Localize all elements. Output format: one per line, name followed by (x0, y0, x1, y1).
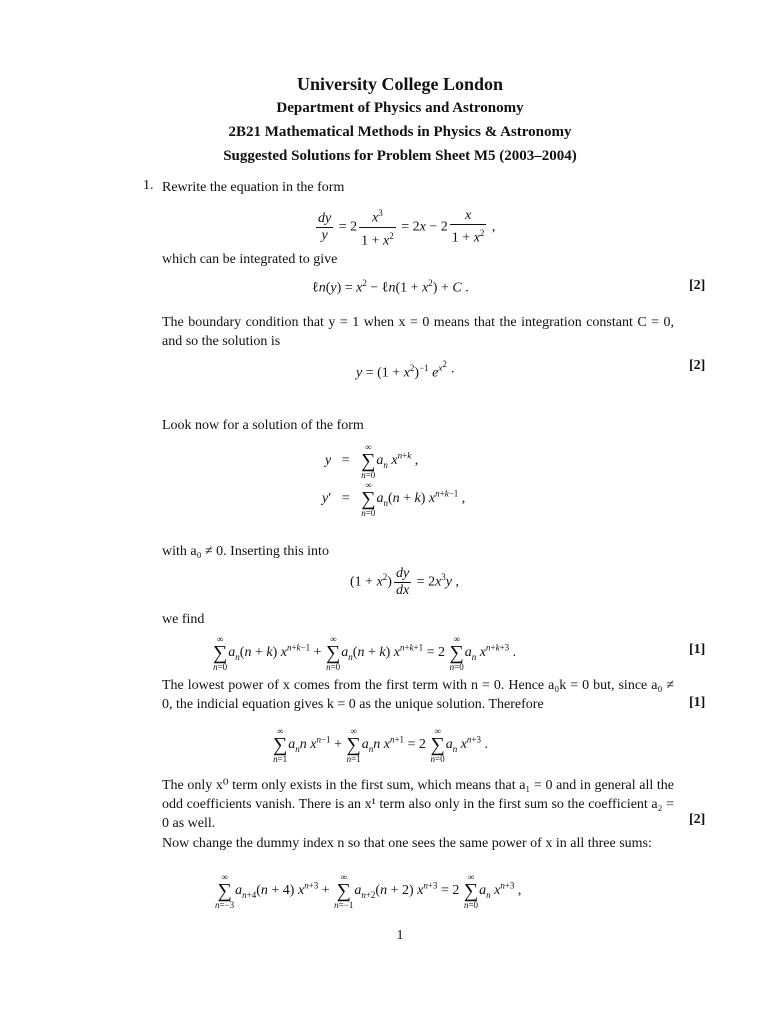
only-x0-text: The only x⁰ term only exists in the first sum, which means that a₁ = 0 and in general all the odd coefficients vanish. There is an x¹ term also only in the first sum so the coefficient a₂ = 0 as well. (162, 778, 674, 831)
intro-text: Rewrite the equation in the form (162, 180, 345, 195)
question-number: 1. (143, 178, 154, 193)
lowest-power-text: The lowest power of x comes from the first term with n = 0. Hence a₀k = 0 but, since a₀ ≠ 0, the indicial equation gives k = 0 as the unique solution. Therefore (162, 678, 674, 712)
change-index-text: Now change the dummy index n so that one sees the same power of x in all three sums: (162, 836, 652, 851)
mark-1: [2] (689, 278, 706, 293)
equation-sums-1: ∞ ∑ n=0 $a_n(n + k) x^{n+k-1}$ + ∞ ∑ n=0 $a_n(n + k) x^{n+k+1} = 2$ ∞ ∑ n=0 $a_n$ $x^{n+k+3}$ . (213, 634, 517, 672)
equation-sums-2: ∞ ∑ n=1 $a_nn$ $x^{n-1}$ + ∞ ∑ n=1 $a_nn$ $x^{n+1} = 2$ ∞ ∑ n=0 $a_n$ $x^{n+3}$ . (273, 726, 488, 764)
course-title: 2B21 Mathematical Methods in Physics & Astronomy (228, 124, 572, 140)
equation-sums-3: ∞ ∑ n=−3 $a_{n+4}(n + 4) x^{n+3}$ + ∞ ∑ n=−1 $a_{n+2}(n + 2) x^{n+3} = 2$ ∞ ∑ n=0 $a_n$ $x^{n+3}$ , (215, 872, 522, 910)
equation-solution: $y = (1 + x^2)^{-1}$ $e^{x^2}$ · (356, 359, 456, 381)
mark-5: [2] (689, 812, 706, 827)
mark-4: [1] (689, 695, 706, 710)
integrate-text: which can be integrated to give (162, 252, 338, 267)
department-title: Department of Physics and Astronomy (276, 100, 524, 116)
equation-integrated: ℓn(y) = $x^2$ − ℓn(1 + $x^2) + C$ . (312, 278, 469, 296)
look-now-text: Look now for a solution of the form (162, 418, 364, 433)
with-a0-text: with a₀ ≠ 0. Inserting this into (162, 544, 329, 559)
page-number: 1 (396, 928, 404, 943)
equation-ode: $(1 + x^2)$ $\frac{dy}{dx}$ = $2x^3y$ , (350, 566, 460, 598)
sheet-title: Suggested Solutions for Problem Sheet M5 (2003–2004) (223, 148, 577, 164)
equation-series-y: y = ∞ ∑ n=0 $a_n$ $x^{n+k}$ , (325, 442, 419, 480)
mark-2: [2] (689, 358, 706, 373)
we-find-text: we find (162, 612, 205, 627)
equation-series-yprime: y′ = ∞ ∑ n=0 $a_n(n + k)$ $x^{n+k-1}$ , (322, 480, 466, 518)
mark-3: [1] (689, 642, 706, 657)
boundary-text: The boundary condition that y = 1 when x = 0 means that the integration constant C = 0, and so the solution is (162, 315, 674, 349)
university-title: University College London (296, 74, 503, 94)
equation-rewrite: $\frac{dy}{y}$ = 2 $\frac{x^3}{1 + x^2}$ = 2x − 2 $\frac{x}{1 + x^2}$ , (314, 205, 495, 249)
